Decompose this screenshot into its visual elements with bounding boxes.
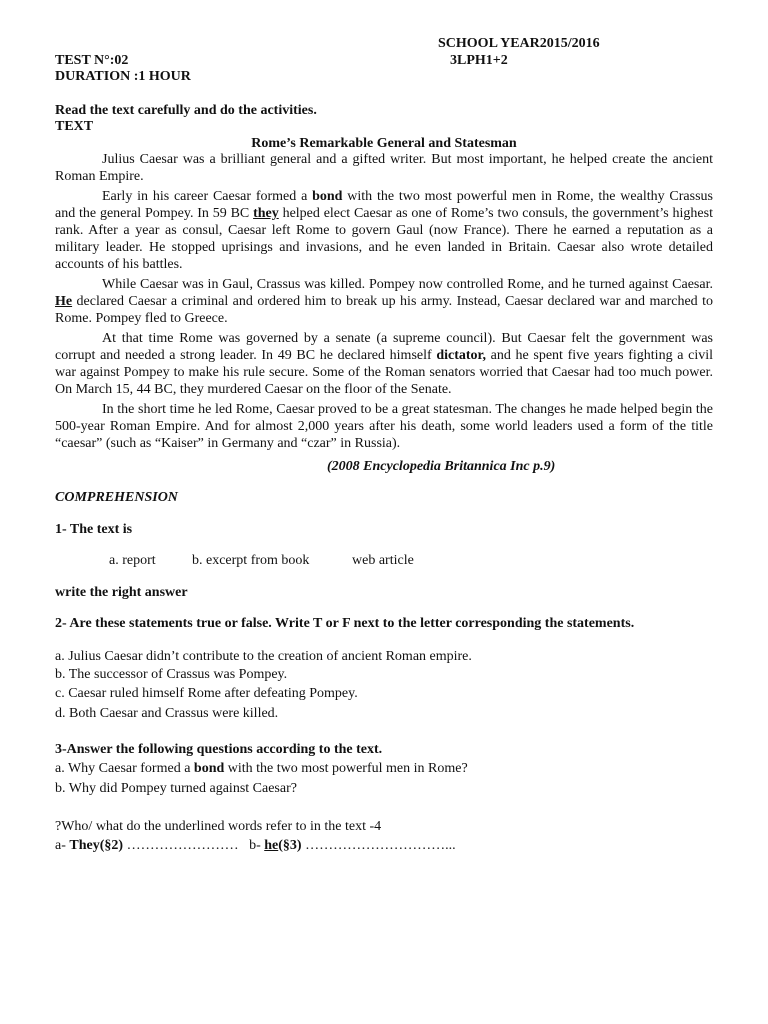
- q3a-post: with the two most powerful men in Rome?: [224, 761, 468, 776]
- p4-text-a: At that time Rome was governed by a senate (a supreme council). But Caesar felt the government was corrupt and needed a strong leader. In 49 BC he declared himself: [55, 331, 713, 363]
- q1-option-a: a. report: [109, 553, 156, 568]
- q4a-they: They: [69, 838, 100, 853]
- q2-statement-a: a. Julius Caesar didn’t contribute to the creation of ancient Roman empire.: [55, 649, 472, 664]
- q3-question-b: b. Why did Pompey turned against Caesar?: [55, 781, 297, 796]
- q4b-he-underlined: he: [264, 838, 279, 853]
- question-2: 2- Are these statements true or false. Write T or F next to the letter corresponding the statements.: [55, 616, 635, 631]
- word-bond: bond: [312, 189, 343, 204]
- passage: [55, 151, 713, 452]
- p2-text-c: helped elect Caesar as one of Rome’s two consuls, the government’s highest rank. After a year as consul, Caesar left Rome to govern Gaul (now France). There he earned a reputation as a military leader. He stopped uprisings and invasions, and he even landed in Britain. Caesar also wrote detailed accounts of his battles.: [55, 206, 713, 272]
- q1-option-b: b. excerpt from book: [192, 553, 310, 568]
- q3a-bond: bond: [193, 761, 225, 776]
- p4-text-b: and he spent five years fighting a civil war against Pompey to make his rule secure. Some of the Roman senators worried that Caesar had too much power. On March 15, 44 BC, they murdered Caesar on the floor of the Senate.: [55, 348, 713, 397]
- instructions: Read the text carefully and do the activities.: [55, 103, 317, 118]
- q4a-prefix: a-: [55, 838, 70, 853]
- p3-text-b: declared Caesar a criminal and ordered him to break up his army. Instead, Caesar declared war and marched to Rome. Pompey fled to Greece.: [55, 294, 713, 326]
- p2-text-a: Early in his career Caesar formed a: [102, 189, 313, 204]
- paragraph-5: In the short time he led Rome, Caesar proved to be a great statesman. The changes he made helped begin the 500-year Roman Empire. And for almost 2,000 years after his death, some world leaders used a form of the title “caesar” (such as “Kaiser” in Germany and “czar” in Russia).: [55, 402, 713, 451]
- q4-answers: [55, 837, 456, 854]
- word-dictator: dictator,: [436, 348, 486, 363]
- paragraph-4: [55, 330, 713, 398]
- text-label: TEXT: [55, 119, 94, 134]
- test-number: TEST N°:02: [55, 53, 129, 68]
- q2-statement-d: d. Both Caesar and Crassus were killed.: [55, 706, 279, 721]
- write-right-answer: write the right answer: [55, 585, 188, 600]
- word-they-underlined: they: [253, 206, 279, 221]
- paragraph-3: [55, 276, 713, 327]
- q4a-dots: ……………………: [123, 838, 250, 853]
- question-1: 1- The text is: [55, 522, 133, 537]
- q4b-ref: (§3): [278, 838, 302, 853]
- p2-text-b: with the two most powerful men in Rome, the wealthy Crassus and the general Pompey. In 59 BC: [55, 189, 713, 221]
- q2-statement-c: c. Caesar ruled himself Rome after defeating Pompey.: [55, 686, 358, 701]
- q2-statement-b: b. The successor of Crassus was Pompey.: [55, 667, 288, 682]
- q4b-dots: …………………………...: [301, 838, 456, 853]
- q1-option-c: web article: [352, 553, 414, 568]
- passage-title: Rome’s Remarkable General and Statesman: [251, 136, 517, 151]
- paragraph-2: [55, 188, 713, 273]
- class-code: 3LPH1+2: [450, 53, 508, 68]
- q4b-prefix: b-: [249, 838, 265, 853]
- school-year: SCHOOL YEAR2015/2016: [438, 36, 600, 51]
- comprehension-heading: COMPREHENSION: [55, 490, 178, 505]
- q3-question-a: [55, 760, 468, 777]
- paragraph-1: Julius Caesar was a brilliant general and a gifted writer. But most important, he helped create the ancient Roman Empire.: [55, 152, 713, 184]
- question-4: ?Who/ what do the underlined words refer to in the text -4: [55, 819, 382, 834]
- p3-text-a: While Caesar was in Gaul, Crassus was killed. Pompey now controlled Rome, and he turned against Caesar.: [102, 277, 713, 292]
- q4a-ref: (§2): [99, 838, 124, 853]
- duration: DURATION :1 HOUR: [55, 69, 191, 84]
- q3a-pre: a. Why Caesar formed a: [55, 761, 194, 776]
- word-he-underlined: He: [55, 294, 73, 309]
- question-3: 3-Answer the following questions according to the text.: [55, 742, 383, 757]
- source-citation: (2008 Encyclopedia Britannica Inc p.9): [327, 459, 556, 474]
